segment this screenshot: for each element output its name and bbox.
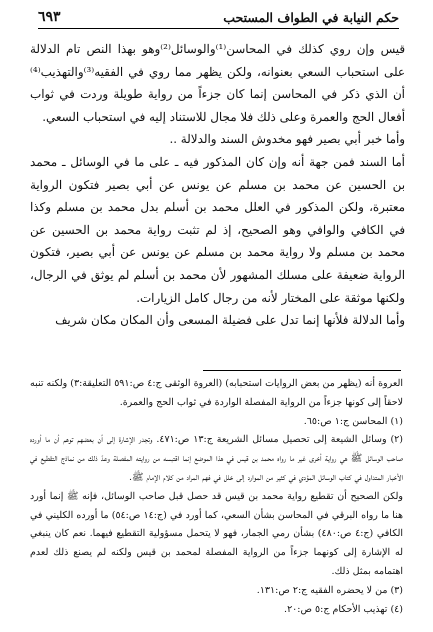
body-paragraph: وأما الدلالة فلأنها إنما تدل على فضيلة المسعى وأن المكان مكان شريف <box>55 313 405 328</box>
footnote-3: (٣) من لا يحضره الفقيه ج:٢ ص:١٣١. <box>256 584 403 596</box>
running-header <box>38 6 399 29</box>
body-paragraph: أما السند فمن جهة أنه وإن كان المذكور فيه ـ على ما في الوسائل ـ محمد بن الحسين عن محمد بن مسلم عن يونس عن أبي بصير فتكون الرواية معتبرة، ولكن المذكور في العلل محمد بن أسلم بدل محمد بن مسلم وكذا في الكافي والوافي وهو الصحيح، إذ لم تثبت رواية محمد بن الحسين عن محمد بن مسلم ولا رواية محمد بن مسلم عن يونس عن أبي بصير، فتكون الرواية ضعيفة على مسلك المشهور لأن محمد بن أسلم لم يوثق في الرجال، ولكنها موثقة على المختار لأنه من رجال كامل الزيارات. <box>30 154 405 305</box>
footnote-continuation: العروة أنه (يظهر من بعض الروايات استحبابه) (العروة الوثقى ج:٤ ص:٥٩١ التعليقة:٣) ولكنه تنبه لاحقاً إلى كونها جزءاً من الرواية المفصلة الواردة في ثواب الحج والعمرة. <box>30 378 403 408</box>
footnote-1: (١) المحاسن ج:١ ص:٦٥. <box>303 415 403 427</box>
footnote-2-continued: ولكن الصحيح أن تقطيع رواية محمد بن قيس قد حصل قبل صاحب الوسائل، فإنه ﷺ إنما أورد هنا ما رواه البرقي في المحاسن بشأن السعي، كما أورد في (ج:١٤ ص:٥٤) ما أورده الكليني في الكافي (ج:٤ ص:٤٨٠) بشأن رمي الجمار، فهو لا يتحمل مسؤولية التقطيع فيهما. نعم كان ينبغي له الإشارة إلى كونهما جزءاً من الرواية المفصلة لمحمد بن قيس ولكنه لم يصنع ذلك لعدم اهتمامه بمثل ذلك. <box>30 490 403 577</box>
main-text <box>30 38 405 332</box>
footnotes <box>30 375 403 619</box>
body-paragraph: وأما خبر أبي بصير فهو مخدوش السند والدلالة .. <box>169 132 405 147</box>
page-number: ٦٩٣ <box>38 9 61 25</box>
body-paragraph: قيس وإن روي كذلك في المحاسن⁽¹⁾والوسائل⁽²⁾وهو بهذا النص تام الدلالة على استحباب السعي بعنوانه، ولكن يظهر مما روي في الفقيه⁽³⁾والتهذيب⁽⁴⁾أن الذي ذكر في المحاسن إنما كان جزءاً من رواية طويلة وردت في ثواب أفعال الحج والعمرة وعلى ذلك فلا مجال للاستناد إليه في استحباب السعي. <box>30 42 406 124</box>
running-title: حكم النيابة في الطواف المستحب <box>223 9 399 25</box>
footnote-2: (٢) وسائل الشيعة إلى تحصيل مسائل الشريعة ج:١٣ ص:٤٧١. وتجدر الإشارة إلى أن بعضهم توهم أن ما أورده صاحب الوسائل ﷺ هي رواية أخرى غير ما رواه محمد بن قيس في هذا الموضع إنما اقتبسه من روايته المفصلة وعدّ ذلك من نماذج التقطيع في الأخبار المتداول في كتاب الوسائل المؤدي في كثير من الموارد إلى خلل في فهم المراد من كلام الإمام ﷺ. <box>30 434 403 483</box>
footnote-separator <box>203 370 401 371</box>
footnote-4: (٤) تهذيب الأحكام ج:٥ ص:٢٠. <box>284 603 403 615</box>
